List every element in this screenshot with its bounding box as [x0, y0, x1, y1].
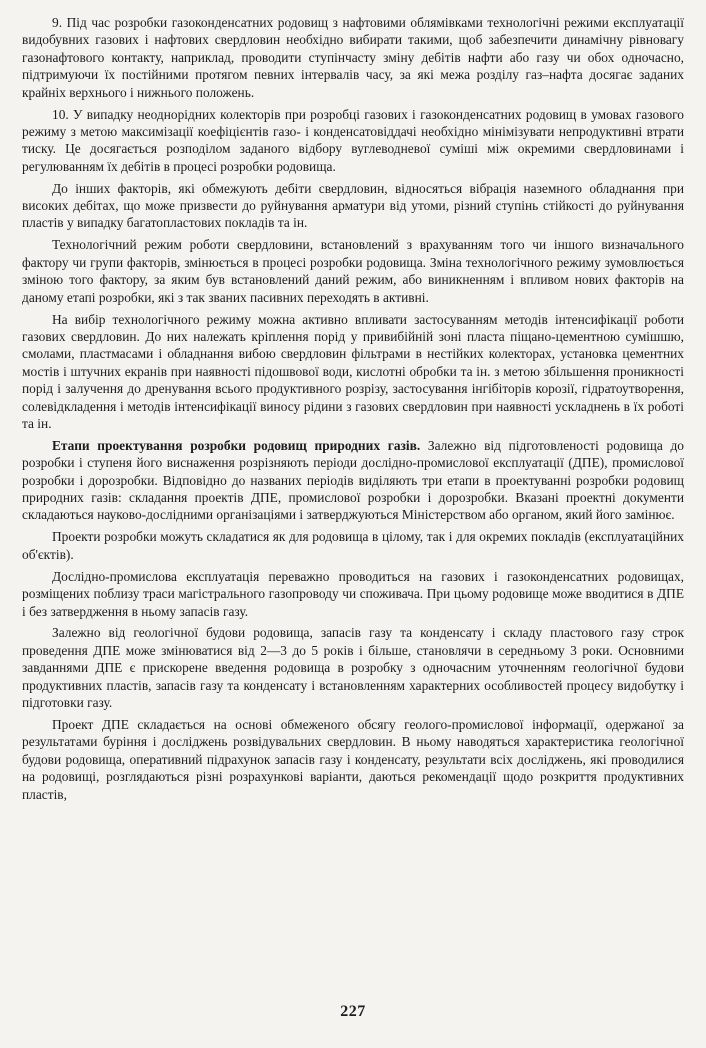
paragraph-technological-regime: [22, 236, 684, 306]
paragraph-projects: [22, 528, 684, 563]
paragraph-text: Проекти розробки можуть складатися як для родовища в цілому, так і для окремих покладів (експлуатаційних об'єктів).: [22, 529, 684, 562]
section-heading: Етапи проектування розробки родовищ природних газів.: [52, 437, 421, 453]
paragraph-other-factors: [22, 180, 684, 232]
paragraph-9: [22, 14, 684, 101]
paragraph-text: Технологічний режим роботи свердловини, встановлений з врахуванням того чи іншого визначального фактору чи групи факторів, змінюється в процесі розробки родовища. Зміна технологічного режиму зумовлюється зміною того фактору, за яким був встановлений даний режим, або виникненням і впливом нових факторів на даному етапі розробки, які з так званих пасивних переходять в активні.: [22, 237, 684, 305]
paragraph-text: 9. Під час розробки газоконденсатних родовищ з нафтовими облямівками технологічні режими експлуатації видобувних газових і нафтових свердловин необхідно вибирати такими, щоб забезпечити динамічну рівновагу газонафтового контакту, наприклад, проводити ступінчасту зміну дебітів нафти або газу чи обох одночасно, підтримуючи їх постійними протягом певних інтервалів часу, за які межа розділу газ–нафта досягає заданих крайніх верхнього і нижнього положень.: [22, 15, 684, 100]
paragraph-10: [22, 106, 684, 176]
paragraph-text: Дослідно-промислова експлуатація переважно проводиться на газових і газоконденсатних родовищах, розміщених поблизу траси магістрального газопроводу чи споживача. При цьому родовище може вводитися в ДПЕ і без затвердження в ньому запасів газу.: [22, 568, 684, 619]
paragraph-text: 10. У випадку неоднорідних колекторів при розробці газових і газоконденсатних родовищ в умовах газового режиму з метою максимізації коефіцієнтів газо- і конденсатовіддачі необхідно мінімізувати непродуктивні втрати тиску. Це досягається розподілом заданого відбору вуглеводневої суміші між окремими свердловинами і регулюванням їх дебітів в процесі розробки родовища.: [22, 106, 684, 174]
paragraph-intensification: [22, 311, 684, 433]
paragraph-text: Залежно від геологічної будови родовища, запасів газу та конденсату і складу пластового газу строк проведення ДПЕ може змінюватися від 2—3 до 5 років і більше, становлячи в середньому 3 роки. Основними завданнями ДПЕ є прискорене введення родовища в розробку з одночасним уточненням геологічної будови продуктивних пластів, запасів газу та конденсату і встановленням характерних особливостей процесу видобутку і підготовки газу.: [22, 625, 684, 711]
paragraph-pilot-duration: [22, 624, 684, 711]
paragraph-text: На вибір технологічного режиму можна активно впливати застосуванням методів інтенсифікації роботи газових свердловин. До них належать кріплення порід у привибійній зоні пласта піщано-цементною сумішшю, смолами, пластмасами і обладнання вибою свердловин фільтрами в нестійких колекторах, установка цементних мостів і штучних екранів при наявності підошвової води, кислотні обробки та ін. з метою збільшення проникності порід і залучення до дренування всього продуктивного розрізу, застосування інгібіторів корозії, гідратоутворення, солевідкладення і методів інтенсифікації виносу рідини з газових свердловин при наявності ускладнень в їх роботі та ін.: [22, 311, 684, 431]
paragraph-design-stages: [22, 437, 684, 524]
paragraph-text: Залежно від підготовленості родовища до розробки і ступеня його виснаження розрізняють періоди дослідно-промислової експлуатації (ДПЕ), промислової розробки і дорозробки. Відповідно до названих періодів виділяють три етапи в проектуванні розробки родовищ природних газів: складання проектів ДПЕ, промислової розробки і дорозробки. Вказані проектні документи складаються науково-дослідними організаціями і затверджуються Міністерством або органом, який його замінює.: [22, 437, 684, 523]
page-number: 227: [340, 1003, 366, 1020]
paragraph-text: Проект ДПЕ складається на основі обмеженого обсягу геолого-промислової інформації, одержаної за результатами буріння і досліджень розвідувальних свердловин. В ньому наводяться характеристика геологічної будови родовища, оперативний підрахунок запасів газу і конденсату, результати всіх досліджень, які проводилися на родовищі, розглядаються різні розрахункові варіанти, даються рекомендації щодо розкриття продуктивних пластів,: [22, 716, 684, 802]
paragraph-pilot-operation: [22, 568, 684, 620]
paragraph-text: До інших факторів, які обмежують дебіти свердловин, відносяться вібрація наземного обладнання при високих дебітах, що може призвести до руйнування арматури від утоми, різний ступінь стійкості до руйнування пластів у випадку багатопластових покладів та ін.: [22, 180, 684, 231]
paragraph-pilot-project: [22, 716, 684, 803]
